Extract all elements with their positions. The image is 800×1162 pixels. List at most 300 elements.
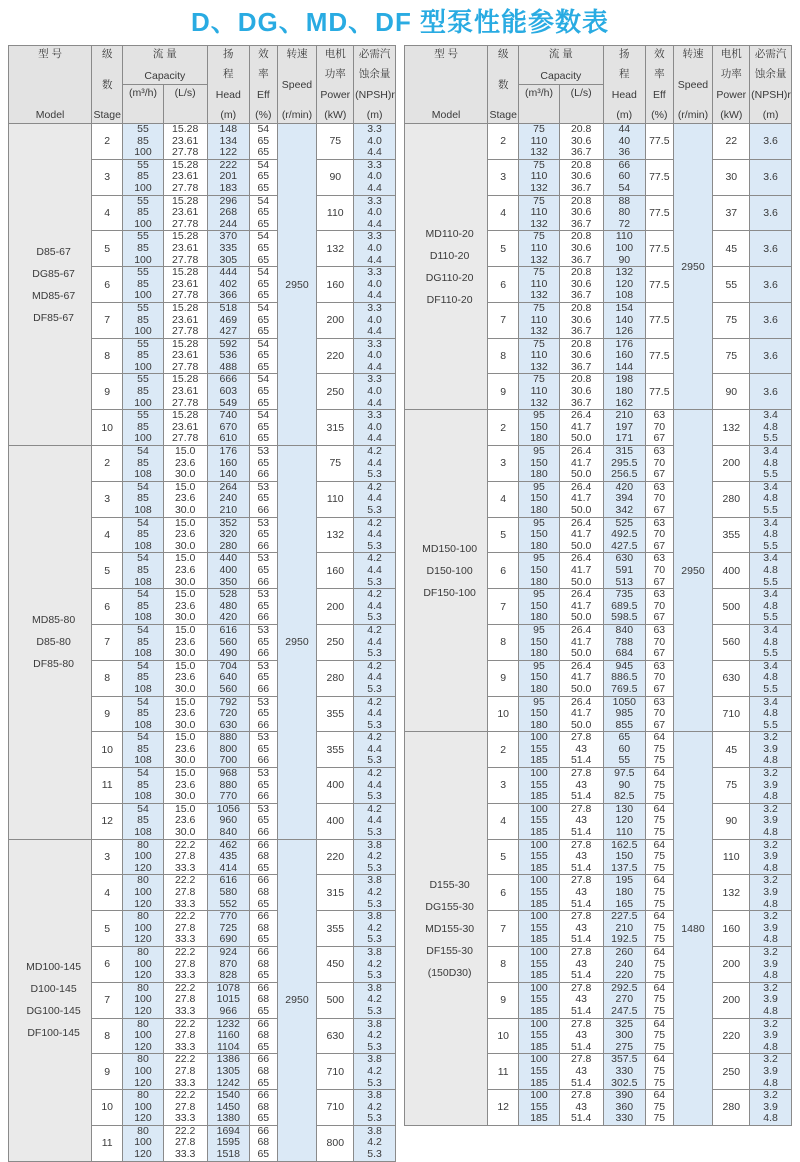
stage-cell: [92, 589, 123, 625]
head-cell-value: 320: [219, 528, 238, 541]
npsh-cell-value: 3.8: [367, 1018, 382, 1030]
capacity-m3h-cell-stack: [520, 732, 558, 767]
capacity-m3h-cell-value: 95: [533, 624, 545, 636]
eff-cell: [250, 1125, 277, 1161]
header-stage-line: 数: [101, 78, 113, 91]
npsh-cell-stack: [355, 518, 394, 553]
head-cell-value: 130: [615, 803, 634, 815]
stage-cell-value: 4: [500, 206, 507, 219]
capacity-m3h-cell-value: 100: [134, 396, 152, 409]
npsh-cell: [354, 159, 396, 195]
head-cell-stack: [605, 804, 645, 839]
npsh-cell-value: 4.0: [367, 277, 382, 290]
capacity-ls-cell-value: 33.3: [174, 933, 196, 946]
eff-cell-value: 66: [257, 1125, 270, 1137]
eff-cell: [646, 768, 673, 804]
power-cell: [317, 875, 354, 911]
capacity-m3h-cell: [123, 803, 164, 839]
header-capacity-line: Capacity: [144, 70, 186, 82]
capacity-ls-cell-stack: [165, 267, 206, 302]
stage-cell-value: 9: [104, 1065, 111, 1078]
eff-cell: [646, 124, 673, 160]
npsh-cell-stack: [751, 1019, 790, 1054]
header-npsh-lines: [751, 46, 790, 123]
capacity-m3h-cell-stack: [124, 518, 162, 553]
eff-cell-value: 66: [257, 1053, 270, 1066]
capacity-m3h-cell: [519, 839, 560, 875]
capacity-ls-cell-value: 15.28: [172, 123, 199, 135]
eff-cell-value: 54: [257, 373, 270, 386]
capacity-m3h-cell-value: 54: [137, 660, 149, 672]
head-cell-stack: [209, 303, 249, 338]
npsh-cell-value: 4.4: [367, 432, 382, 445]
eff-cell-stack: [647, 661, 671, 696]
capacity-ls-cell-value: 43: [575, 850, 587, 863]
eff-cell: [646, 1054, 673, 1090]
eff-cell-stack: [647, 1019, 671, 1054]
capacity-ls-cell: [163, 481, 207, 517]
header-stage-line: 数: [497, 78, 509, 91]
capacity-m3h-cell: [519, 195, 560, 231]
header-speed: [277, 46, 317, 124]
npsh-cell: [750, 517, 792, 553]
eff-cell-value: 63: [653, 588, 666, 601]
npsh-cell-stack: [355, 947, 394, 982]
head-cell-value: 488: [219, 360, 238, 373]
npsh-cell-value: 4.8: [763, 492, 778, 505]
power-cell-value: 90: [725, 815, 738, 828]
npsh-cell-value: 3.3: [367, 266, 382, 279]
head-cell-stack: [209, 1054, 249, 1089]
npsh-cell-value: 4.8: [763, 1076, 778, 1089]
head-cell-value: 1380: [216, 1112, 240, 1125]
capacity-m3h-cell-value: 95: [533, 481, 545, 493]
power-cell-value: 630: [326, 1029, 345, 1042]
head-cell-value: 330: [615, 1112, 634, 1125]
header-speed: [673, 46, 713, 124]
stage-cell: [488, 875, 519, 911]
npsh-cell-value: 5.5: [763, 539, 778, 552]
eff-cell-stack: [251, 518, 275, 553]
capacity-m3h-cell: [123, 446, 164, 482]
capacity-m3h-cell-stack: [124, 589, 162, 624]
power-cell-value: 132: [326, 528, 345, 541]
capacity-ls-cell-stack: [561, 553, 602, 588]
stage-cell: [92, 875, 123, 911]
stage-cell-value: 7: [104, 636, 111, 649]
npsh-cell: [750, 1018, 792, 1054]
eff-cell-value: 75: [653, 897, 666, 910]
speed-cell-value: 2950: [681, 260, 705, 273]
eff-cell-stack: [647, 625, 671, 660]
npsh-cell-stack: [355, 804, 394, 839]
head-cell-value: 704: [219, 660, 238, 672]
capacity-ls-cell: [163, 159, 207, 195]
npsh-cell: [750, 1090, 792, 1126]
eff-cell-value: 66: [257, 647, 270, 660]
head-cell: [603, 410, 646, 446]
capacity-ls-cell-value: 20.8: [570, 123, 592, 135]
capacity-m3h-cell-stack: [124, 410, 162, 445]
head-cell-stack: [605, 553, 645, 588]
head-cell-value: 256.5: [611, 468, 638, 481]
eff-cell-value: 75: [653, 1112, 666, 1125]
capacity-m3h-cell: [519, 374, 560, 410]
power-cell: [713, 732, 750, 768]
capacity-ls-cell-value: 23.6: [174, 635, 196, 648]
capacity-m3h-cell: [519, 768, 560, 804]
capacity-ls-cell-value: 15.0: [174, 517, 196, 529]
npsh-cell-value: 5.3: [367, 718, 382, 731]
capacity-m3h-cell-stack: [520, 875, 558, 910]
capacity-m3h-cell-value: 54: [137, 445, 149, 458]
head-cell: [603, 982, 646, 1018]
npsh-cell-stack: [751, 768, 790, 803]
eff-cell-value: 65: [257, 933, 270, 946]
head-cell-value: 108: [615, 289, 634, 302]
npsh-cell-value: 3.9: [763, 886, 778, 898]
head-cell-value: 427.5: [611, 539, 638, 552]
head-cell-value: 137.5: [611, 861, 638, 874]
head-cell-stack: [209, 518, 249, 553]
stage-cell: [92, 410, 123, 446]
header-stage-lines: [489, 46, 517, 123]
head-cell-value: 880: [219, 778, 238, 791]
head-cell-value: 390: [615, 1089, 634, 1102]
capacity-m3h-cell-value: 185: [530, 754, 548, 767]
head-cell: [207, 338, 250, 374]
npsh-cell-value: 3.4: [763, 588, 778, 601]
npsh-cell-value: 3.2: [763, 803, 778, 815]
capacity-ls-cell: [163, 302, 207, 338]
head-cell-stack: [605, 446, 645, 481]
npsh-cell: [750, 875, 792, 911]
stage-cell: [488, 338, 519, 374]
header-capacity-unit: [163, 85, 207, 124]
eff-cell: [250, 624, 277, 660]
head-cell-stack: [209, 840, 249, 875]
capacity-m3h-cell-stack: [124, 1090, 162, 1125]
header-head: [207, 46, 250, 124]
capacity-ls-cell-value: 23.6: [174, 456, 196, 469]
header-power-line: 电机: [720, 48, 742, 60]
head-cell-value: 603: [219, 385, 238, 398]
stage-group-row: [9, 124, 396, 160]
capacity-m3h-cell-value: 55: [137, 230, 149, 243]
header-power-line: 功率: [720, 68, 742, 81]
power-cell: [317, 1090, 354, 1126]
capacity-m3h-cell-value: 120: [134, 933, 152, 946]
header-head-lines: [209, 46, 249, 123]
head-cell-value: 195: [615, 874, 634, 887]
eff-cell-value: 65: [257, 253, 270, 266]
eff-cell: [250, 446, 277, 482]
head-cell-value: 302.5: [611, 1076, 638, 1089]
capacity-m3h-cell-value: 80: [137, 946, 149, 958]
capacity-ls-cell-stack: [561, 697, 602, 732]
head-cell-value: 192.5: [611, 933, 638, 946]
capacity-m3h-cell-stack: [520, 947, 558, 982]
stage-cell: [92, 660, 123, 696]
capacity-m3h-cell-value: 155: [530, 993, 548, 1006]
capacity-m3h-cell-value: 85: [137, 599, 149, 612]
npsh-cell-value: 4.4: [367, 778, 382, 791]
npsh-cell: [750, 982, 792, 1018]
capacity-m3h-cell-value: 110: [530, 170, 548, 183]
capacity-ls-cell-value: 23.6: [174, 492, 196, 505]
capacity-ls-cell: [559, 267, 603, 303]
npsh-cell-stack: [751, 410, 790, 445]
capacity-ls-cell-value: 27.78: [172, 217, 199, 230]
head-cell-value: 315: [615, 445, 634, 458]
eff-cell-value: 54: [257, 195, 270, 207]
head-cell: [603, 267, 646, 303]
npsh-cell-value: 4.4: [367, 289, 382, 302]
capacity-m3h-cell-value: 180: [530, 539, 548, 552]
head-cell-value: 945: [615, 660, 634, 672]
header-capacity-unit-lines: [165, 85, 206, 123]
capacity-ls-cell: [559, 159, 603, 195]
capacity-m3h-cell-value: 180: [530, 575, 548, 588]
stage-cell-value: 6: [500, 886, 507, 899]
power-cell: [317, 195, 354, 231]
eff-cell-value: 68: [257, 1136, 270, 1149]
capacity-m3h-cell-value: 132: [530, 146, 548, 159]
capacity-m3h-cell-value: 75: [533, 230, 545, 243]
eff-cell-value: 65: [257, 707, 270, 720]
capacity-m3h-cell-stack: [520, 983, 558, 1018]
capacity-m3h-cell-stack: [124, 482, 162, 517]
power-cell: [317, 338, 354, 374]
npsh-cell-value: 5.3: [367, 575, 382, 588]
capacity-m3h-cell-value: 185: [530, 861, 548, 874]
capacity-m3h-cell-value: 120: [134, 969, 152, 982]
capacity-ls-cell-stack: [165, 553, 206, 588]
head-cell-value: 610: [219, 432, 238, 445]
head-cell-value: 140: [615, 313, 634, 326]
speed-cell-value: 2950: [285, 636, 309, 649]
head-cell-value: 490: [219, 647, 238, 660]
capacity-m3h-cell-value: 100: [530, 1089, 548, 1102]
capacity-m3h-cell-value: 110: [530, 385, 548, 398]
capacity-m3h-cell-value: 185: [530, 1004, 548, 1017]
npsh-cell: [354, 982, 396, 1018]
head-cell: [207, 732, 250, 768]
header-npsh-line: (NPSH)r: [751, 88, 791, 101]
eff-cell-value: 66: [257, 1018, 270, 1030]
head-cell: [207, 1125, 250, 1161]
capacity-ls-cell-value: 41.7: [570, 671, 592, 684]
npsh-cell: [354, 696, 396, 732]
capacity-ls-cell-stack: [165, 625, 206, 660]
npsh-cell: [354, 732, 396, 768]
capacity-ls-cell-value: 36.7: [570, 181, 592, 194]
capacity-m3h-cell-value: 85: [137, 456, 149, 469]
eff-cell: [250, 946, 277, 982]
eff-cell: [646, 410, 673, 446]
head-cell-value: 968: [219, 767, 238, 780]
head-cell: [603, 946, 646, 982]
capacity-ls-cell-stack: [561, 410, 602, 445]
head-cell-value: 560: [219, 635, 238, 648]
capacity-m3h-cell-value: 155: [530, 850, 548, 863]
npsh-cell: [354, 410, 396, 446]
capacity-ls-cell-stack: [561, 983, 602, 1018]
capacity-ls-cell-stack: [561, 1019, 602, 1054]
stage-cell-value: 6: [104, 958, 111, 971]
npsh-cell-stack: [355, 482, 394, 517]
stage-cell: [488, 624, 519, 660]
capacity-m3h-cell-value: 155: [530, 814, 548, 827]
npsh-cell-value: 3.8: [367, 982, 382, 994]
header-speed-line: 转速: [286, 48, 308, 60]
capacity-ls-cell-value: 23.6: [174, 528, 196, 541]
head-cell-value: 689.5: [611, 599, 638, 612]
capacity-ls-cell-value: 22.2: [174, 1089, 196, 1102]
capacity-ls-cell-value: 27.78: [172, 432, 199, 445]
capacity-m3h-cell-value: 110: [530, 134, 548, 147]
npsh-cell-value: 3.2: [763, 839, 778, 851]
stage-cell: [92, 124, 123, 160]
npsh-cell-value: 4.8: [763, 826, 778, 839]
header-npsh-line: 必需汽: [358, 48, 391, 60]
eff-cell-value: 65: [257, 528, 270, 541]
eff-cell-value: 75: [653, 1029, 666, 1042]
npsh-cell-stack: [751, 446, 790, 481]
capacity-ls-cell: [559, 517, 603, 553]
header-head: [603, 46, 646, 124]
header-power-lines: [318, 46, 352, 123]
npsh-cell-value: 4.0: [367, 241, 382, 254]
capacity-m3h-cell: [123, 231, 164, 267]
head-cell-value: 40: [618, 134, 631, 147]
eff-cell-value: 65: [257, 599, 270, 612]
header-eff: [646, 46, 673, 124]
capacity-m3h-cell: [123, 1054, 164, 1090]
stage-cell-value: 3: [500, 779, 507, 792]
eff-cell-value: 54: [257, 338, 270, 350]
power-cell: [317, 231, 354, 267]
npsh-cell-value: 4.8: [763, 790, 778, 803]
eff-cell-value: 66: [257, 839, 270, 851]
speed-cell: [277, 839, 317, 1161]
head-cell-stack: [605, 482, 645, 517]
eff-cell-value: 65: [257, 170, 270, 183]
capacity-ls-cell: [559, 911, 603, 947]
capacity-ls-cell-value: 50.0: [570, 718, 592, 731]
head-cell-value: 444: [219, 266, 238, 279]
eff-cell-value: 63: [653, 696, 666, 708]
capacity-m3h-cell-stack: [520, 1090, 558, 1125]
model-name: DF150-100: [423, 586, 476, 599]
capacity-ls-cell-value: 26.4: [570, 624, 592, 636]
header-stage-line: Stage: [489, 109, 517, 121]
npsh-cell-value: 5.5: [763, 647, 778, 660]
npsh-cell-value: 4.4: [367, 146, 382, 159]
npsh-cell-value: 4.2: [367, 552, 382, 565]
head-cell: [603, 302, 646, 338]
eff-cell-value: 68: [257, 886, 270, 898]
header-model: [405, 46, 488, 124]
model-name: DF85-67: [33, 311, 75, 324]
eff-cell-stack: [251, 625, 275, 660]
stage-group-row: [9, 446, 396, 482]
eff-cell-value: 66: [257, 718, 270, 731]
npsh-cell-value: 3.6: [763, 314, 778, 327]
head-cell-value: 148: [219, 123, 238, 135]
npsh-cell-value: 4.2: [367, 696, 382, 708]
capacity-m3h-cell-value: 85: [137, 492, 149, 505]
model-name: DF155-30: [426, 944, 473, 957]
capacity-ls-cell: [163, 553, 207, 589]
eff-cell-value: 53: [257, 767, 270, 780]
eff-cell-value: 63: [653, 552, 666, 565]
head-cell-value: 54: [618, 181, 631, 194]
power-cell: [713, 839, 750, 875]
stage-cell-value: 2: [104, 135, 111, 148]
head-cell: [603, 1090, 646, 1126]
npsh-cell-stack: [355, 374, 394, 409]
head-cell-value: 640: [219, 671, 238, 684]
capacity-ls-cell: [559, 446, 603, 482]
eff-cell-value: 64: [653, 874, 666, 887]
head-cell-value: 110: [615, 230, 633, 243]
eff-cell-value: 66: [257, 611, 270, 624]
npsh-cell-value: 4.2: [367, 481, 382, 493]
capacity-m3h-cell: [123, 946, 164, 982]
capacity-m3h-cell: [123, 624, 164, 660]
head-cell-stack: [209, 231, 249, 266]
capacity-m3h-cell-value: 108: [134, 468, 152, 481]
capacity-ls-cell-value: 36.7: [570, 396, 592, 409]
power-cell: [713, 1018, 750, 1054]
speed-cell: [673, 732, 713, 1126]
head-cell-value: 924: [219, 946, 238, 958]
eff-cell-stack: [251, 231, 275, 266]
head-cell: [603, 338, 646, 374]
npsh-cell-stack: [355, 231, 394, 266]
eff-cell-stack: [647, 518, 671, 553]
head-cell-stack: [209, 875, 249, 910]
capacity-ls-cell-value: 27.8: [570, 1053, 592, 1066]
capacity-m3h-cell: [519, 696, 560, 732]
capacity-m3h-cell-value: 132: [530, 217, 548, 230]
capacity-ls-cell-value: 27.8: [174, 850, 196, 863]
head-cell-value: 1232: [216, 1018, 240, 1030]
eff-cell: [646, 517, 673, 553]
power-cell: [713, 302, 750, 338]
header-capacity-unit-lines: [520, 85, 558, 123]
eff-cell-value: 65: [257, 778, 270, 791]
capacity-ls-cell-stack: [561, 446, 602, 481]
capacity-m3h-cell: [123, 911, 164, 947]
head-cell-value: 420: [219, 611, 238, 624]
capacity-m3h-cell-value: 80: [137, 1125, 149, 1137]
npsh-cell-value: 3.8: [367, 839, 382, 851]
capacity-ls-cell-stack: [561, 160, 602, 195]
capacity-ls-cell-value: 30.6: [570, 206, 592, 219]
head-cell-value: 960: [219, 814, 238, 827]
npsh-cell-value: 5.3: [367, 539, 382, 552]
npsh-cell-value: 4.8: [763, 528, 778, 541]
capacity-ls-cell: [163, 195, 207, 231]
npsh-cell-value: 3.4: [763, 517, 778, 529]
capacity-ls-cell-stack: [165, 804, 206, 839]
capacity-ls-cell-value: 51.4: [570, 1076, 592, 1089]
stage-cell-value: 9: [500, 385, 507, 398]
capacity-ls-cell-value: 27.8: [174, 1029, 196, 1042]
eff-cell-value: 65: [257, 814, 270, 827]
